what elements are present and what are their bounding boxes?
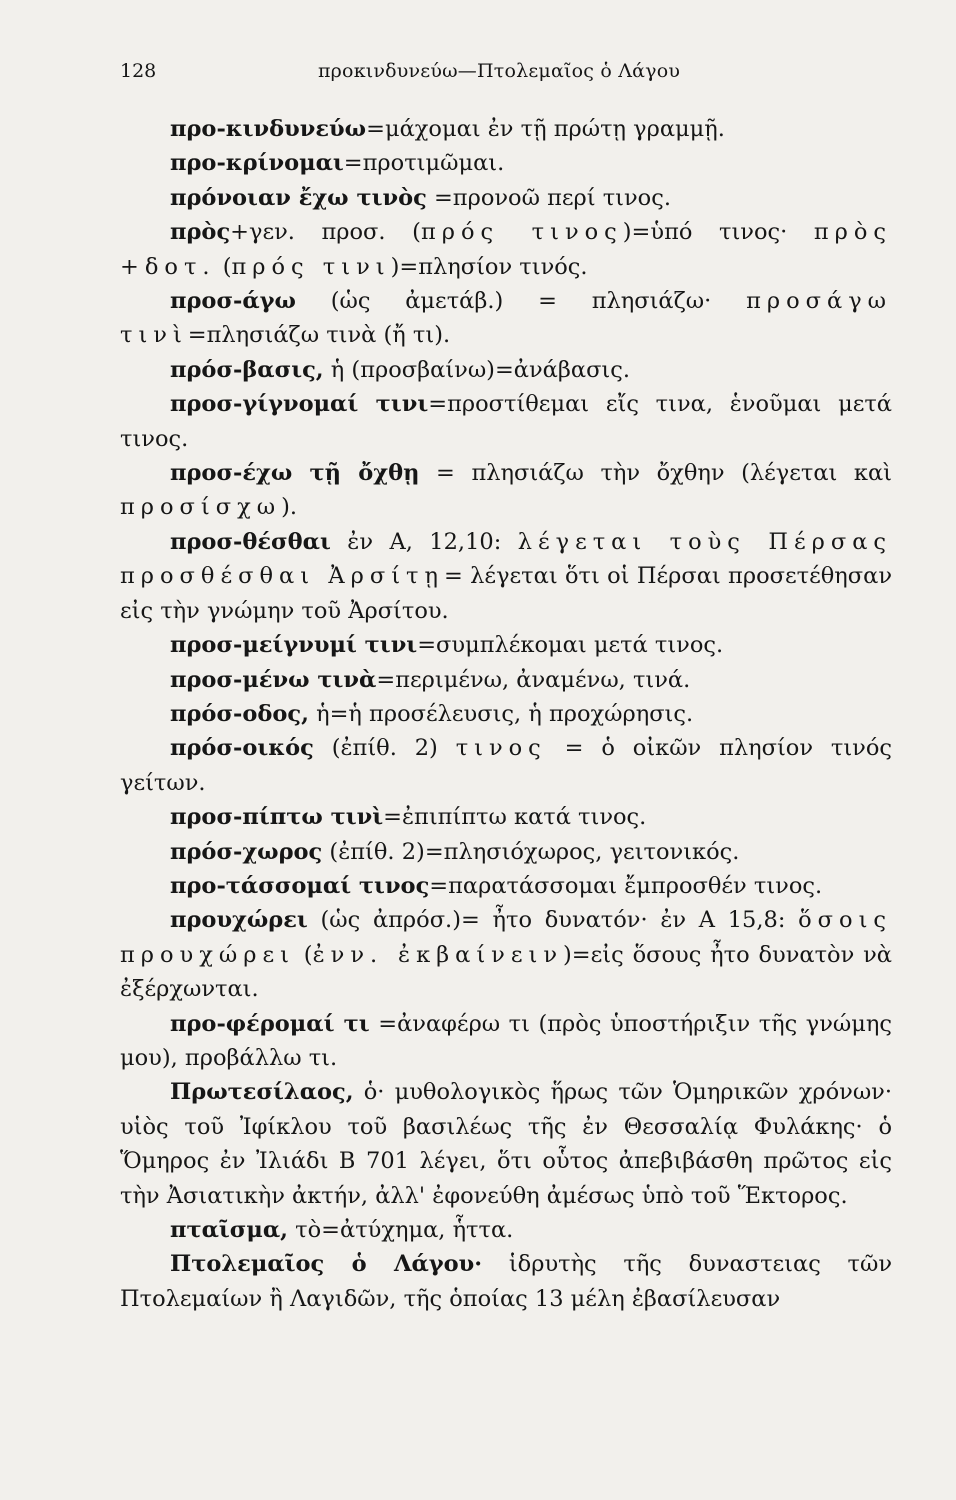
headword: προ-κινδυνεύω xyxy=(170,116,367,142)
headword: Πτολεμαῖος ὁ Λάγου· xyxy=(170,1251,483,1278)
definition: ὁ· μυθολογικὸς ἥρως τῶν Ὁμηρικῶν χρόνων· υἱὸς τοῦ Ἰφίκλου τοῦ βασιλέως τῆς ἐν Θεσσαλίᾳ Φυλάκης· ὁ Ὅμηρος ἐν Ἰλιάδι Β 701 λέγει, ὅτι οὗτος ἀπεβιβάσθη πρῶτος εἰς τὴν Ἀσιατικὴν ἀκτήν, ἀλλ' ἐφονεύθη ἀμέσως ὑπὸ τοῦ Ἕκτορος. xyxy=(120,1079,892,1209)
definition: =πλησιάζω τινὰ (ἤ τι). xyxy=(187,322,451,349)
definition: = πλησιάζω τὴν ὄχθην (λέγεται καὶ xyxy=(419,460,893,487)
definition: )=εἰς ὅσους ἦτο δυνατὸν νὰ ἐξέρχωνται. xyxy=(120,941,892,1003)
definition: =περιμένω, ἀναμένω, τινά. xyxy=(376,666,691,693)
dictionary-entry xyxy=(120,146,892,180)
dictionary-entry xyxy=(120,869,892,903)
definition: (ἐπίθ. 2) xyxy=(313,735,456,762)
dictionary-entry xyxy=(120,835,892,869)
headword: προ-φέρομαί τι xyxy=(170,1010,370,1037)
spaced-phrase: ἐνν. ἐκβαίνειν xyxy=(312,941,564,968)
dictionary-entry xyxy=(120,800,892,834)
spaced-phrase: τινος xyxy=(455,735,547,762)
definition: )=ὑπό τινος· xyxy=(622,219,814,246)
definition: =προστίθεμαι εἴς τινα, ἑνοῦμαι μετά τινος. xyxy=(120,391,892,452)
running-head: προκινδυνεύω—Πτολεμαῖος ὁ Λάγου xyxy=(318,60,681,82)
definition: ἡ (προσβαίνω)=ἀνάβασις. xyxy=(323,356,631,383)
dictionary-entry xyxy=(120,663,892,697)
definition: (ὡς ἀμετάβ.) = πλησιάζω· xyxy=(295,288,747,315)
headword: προσ-πίπτω τινὶ xyxy=(170,804,384,831)
definition: = ὁ οἰκῶν πλησίον τινός γείτων. xyxy=(120,735,892,796)
headword: προσ-έχω τῇ ὄχθῃ xyxy=(170,460,420,487)
dictionary-entry xyxy=(120,525,892,628)
spaced-phrase: προσάγω τινὶ xyxy=(120,288,892,349)
headword: προσ-θέσθαι xyxy=(170,528,331,555)
dictionary-entry xyxy=(120,112,892,146)
dictionary-entry xyxy=(120,903,892,1006)
dictionary-text xyxy=(120,112,892,1316)
headword: προυχώρει xyxy=(170,907,308,934)
dictionary-entry xyxy=(120,1213,892,1247)
headword: πρόσ-χωρος xyxy=(170,838,323,865)
dictionary-entry xyxy=(120,1075,892,1213)
page-number: 128 xyxy=(120,60,157,82)
headword: πρόνοιαν ἔχω τινὸς xyxy=(170,184,427,211)
definition: =παρατάσσομαι ἔμπροσθέν τινος. xyxy=(429,872,823,899)
dictionary-entry xyxy=(120,628,892,662)
headword: πρόσ-οδος, xyxy=(170,700,309,727)
definition: ἱδρυτὴς τῆς δυναστειας τῶν Πτολεμαίων ἢ Λαγιδῶν, τῆς ὁποίας 13 μέλη ἐβασίλευσαν xyxy=(120,1251,892,1312)
headword: πρόσ-βασις, xyxy=(170,356,324,383)
definition: =συμπλέκομαι μετά τινος. xyxy=(417,632,724,659)
definition: ἡ=ἡ προσέλευσις, ἡ προχώρησις. xyxy=(308,700,694,727)
definition: ( xyxy=(294,941,313,968)
spaced-phrase: ὅσοις προυχώρει xyxy=(120,907,892,968)
definition: =ἀναφέρω τι (πρὸς ὑποστήριξιν τῆς γνώμης μου), προβάλλω τι. xyxy=(120,1010,892,1071)
headword: Πρωτεσίλαος, xyxy=(170,1079,354,1106)
dictionary-entry xyxy=(120,387,892,456)
headword: πρόσ-οικός xyxy=(170,735,314,762)
headword: προσ-άγω xyxy=(170,288,296,315)
dictionary-entry xyxy=(120,731,892,800)
headword: πρὸς xyxy=(170,219,231,246)
definition: =προνοῶ περί τινος. xyxy=(426,184,671,211)
spaced-phrase: προσίσχω xyxy=(120,494,282,521)
definition: ). xyxy=(281,494,298,521)
headword: προσ-μείγνυμί τινι xyxy=(170,632,418,659)
headword: πταῖσμα, xyxy=(170,1217,289,1243)
headword: προ-κρίνομαι xyxy=(170,150,344,177)
dictionary-entry xyxy=(120,181,892,215)
spaced-phrase: πρός τινι xyxy=(231,253,391,280)
headword: προσ-μένω τινὰ xyxy=(170,666,377,693)
dictionary-entry xyxy=(120,1247,892,1316)
headword: προσ-γίγνομαί τινι xyxy=(170,391,429,418)
definition: τὸ=ἀτύχημα, ἧττα. xyxy=(288,1217,514,1243)
definition: )=πλησίον τινός. xyxy=(390,253,588,280)
spaced-phrase: λέγεται τοὺς Πέρσας προσθέσθαι Ἀρσίτῃ xyxy=(120,528,892,590)
definition: = λέγεται ὅτι οἱ Πέρσαι προσετέθησαν εἰς τὴν γνώμην τοῦ Ἀρσίτου. xyxy=(120,563,892,624)
definition: =μάχομαι ἐν τῇ πρώτῃ γραμμῇ. xyxy=(366,116,725,142)
page-header xyxy=(120,60,840,90)
dictionary-entry xyxy=(120,456,892,525)
definition: =προτιμῶμαι. xyxy=(343,150,505,177)
definition: ἐν Α, 12,10: xyxy=(330,528,518,555)
definition: =ἐπιπίπτω κατά τινος. xyxy=(383,804,647,831)
spaced-phrase: πρὸς +δοτ. xyxy=(120,219,892,280)
definition: +γεν. προσ. ( xyxy=(230,219,421,246)
definition: (ἐπίθ. 2)=πλησιόχωρος, γειτονικός. xyxy=(322,838,740,865)
spaced-phrase: πρός τινος xyxy=(420,219,623,246)
headword: προ-τάσσομαί τινος xyxy=(170,872,430,899)
dictionary-entry xyxy=(120,284,892,353)
dictionary-entry xyxy=(120,697,892,731)
dictionary-entry xyxy=(120,353,892,387)
dictionary-entry xyxy=(120,1007,892,1076)
definition: (ὡς ἀπρόσ.)= ἦτο δυνατόν· ἐν Α 15,8: xyxy=(307,907,799,934)
definition: ( xyxy=(215,253,232,280)
dictionary-entry xyxy=(120,215,892,284)
